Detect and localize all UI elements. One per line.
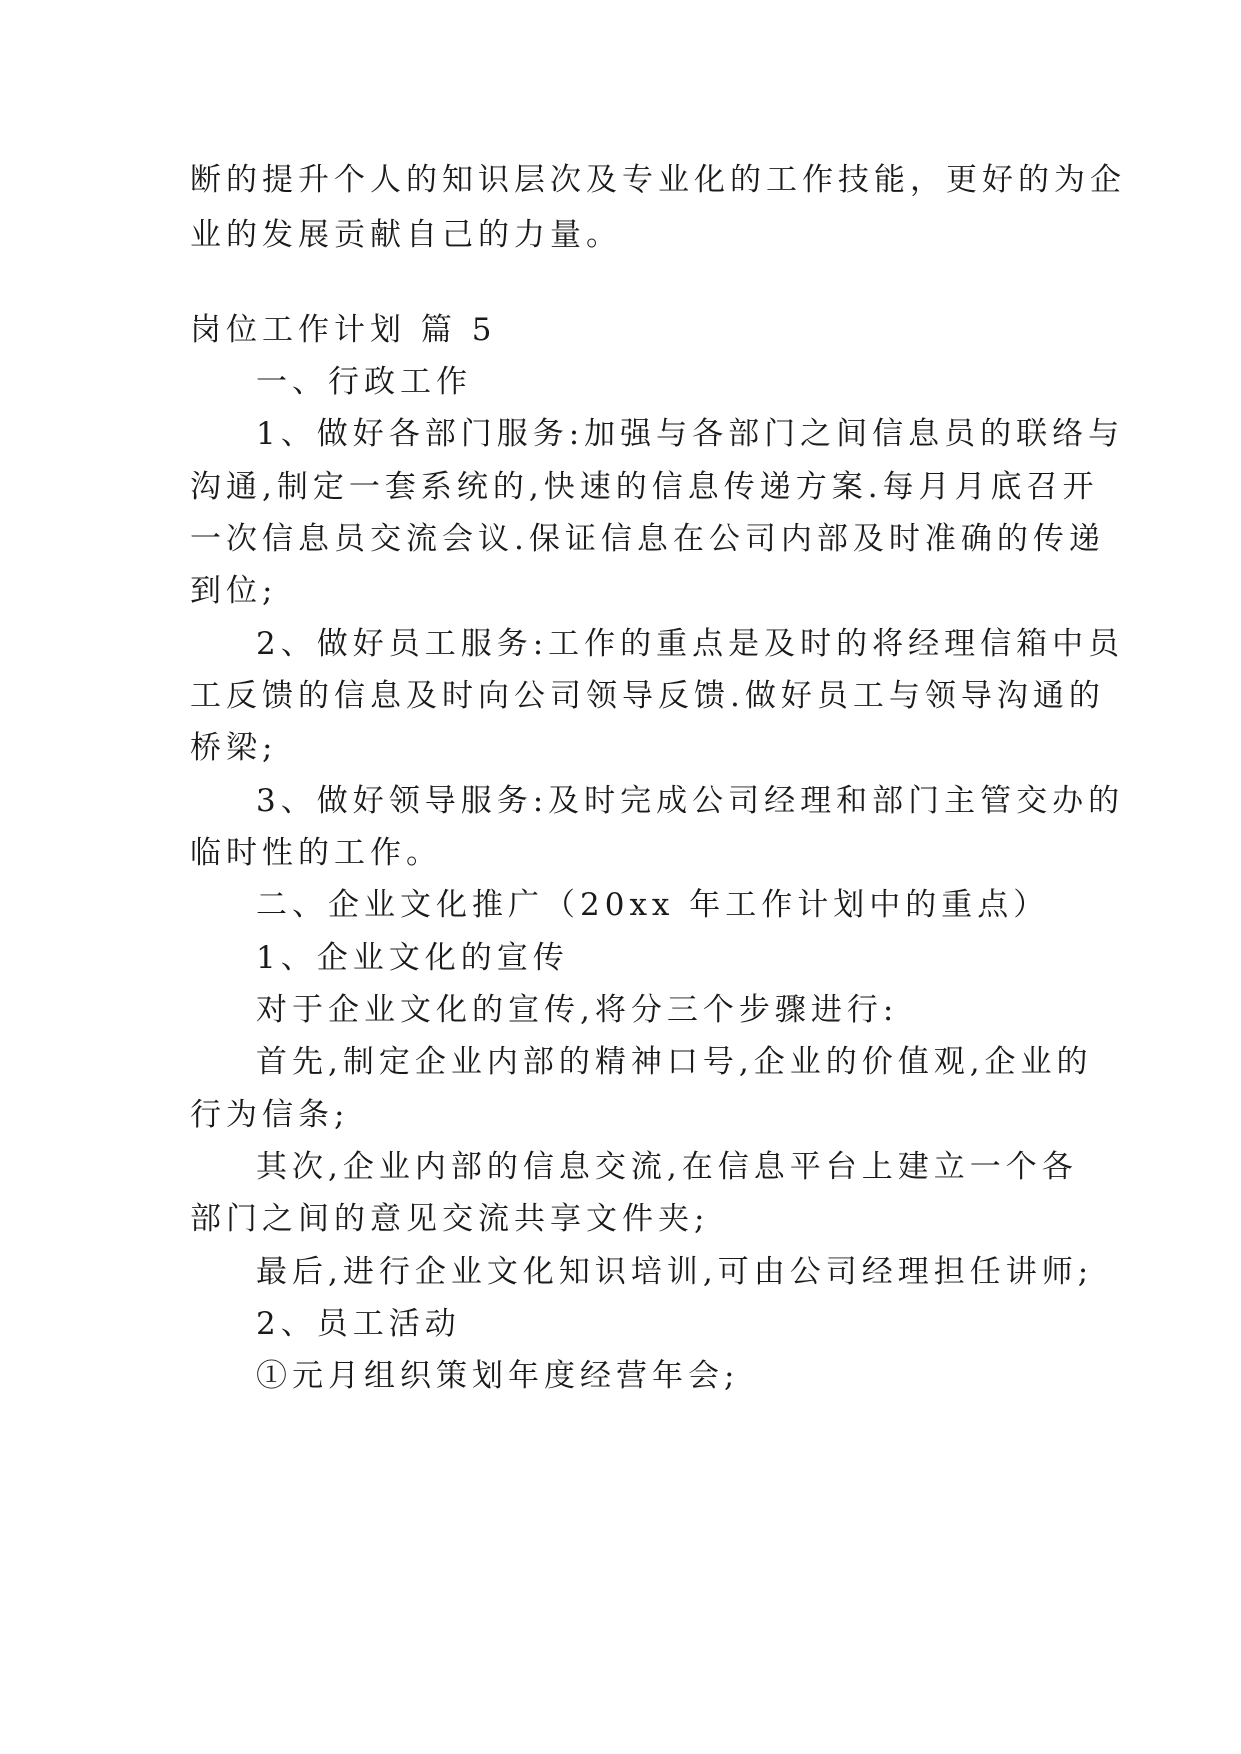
item-1-line-2: 沟通,制定一套系统的,快速的信息传递方案.每月月底召开	[190, 469, 1099, 505]
item-1-line-3: 一次信息员交流会议.保证信息在公司内部及时准确的传递	[190, 521, 1105, 557]
item-1-line-4: 到位;	[190, 573, 278, 609]
item-3-line-2: 临时性的工作。	[190, 835, 442, 871]
item-2-line-2: 工反馈的信息及时向公司领导反馈.做好员工与领导沟通的	[190, 678, 1105, 714]
step-second-line-2: 部门之间的意见交流共享文件夹;	[190, 1201, 710, 1237]
section-heading: 岗位工作计划 篇 5	[190, 312, 497, 348]
intro-line-2: 业的发展贡献自己的力量。	[190, 217, 622, 253]
step-second-line-1: 其次,企业内部的信息交流,在信息平台上建立一个各	[256, 1149, 1078, 1185]
intro-line-1: 断的提升个人的知识层次及专业化的工作技能，更好的为企	[190, 162, 1126, 198]
item-2-line-3: 桥梁;	[190, 730, 278, 766]
heading-staff-activities: 2、员工活动	[256, 1306, 461, 1342]
item-1-line-1: 1、做好各部门服务:加强与各部门之间信息员的联络与	[256, 416, 1125, 452]
step-first-line-1: 首先,制定企业内部的精神口号,企业的价值观,企业的	[256, 1044, 1093, 1080]
heading-culture-publicity: 1、企业文化的宣传	[256, 940, 569, 976]
step-first-line-2: 行为信条;	[190, 1097, 350, 1133]
heading-culture-promotion: 二、企业文化推广（20xx 年工作计划中的重点）	[256, 887, 1050, 923]
item-3-line-1: 3、做好领导服务:及时完成公司经理和部门主管交办的	[256, 783, 1125, 819]
heading-admin-work: 一、行政工作	[256, 364, 472, 400]
publicity-intro: 对于企业文化的宣传,将分三个步骤进行:	[256, 992, 899, 1028]
activity-item-1: ①元月组织策划年度经营年会;	[256, 1358, 740, 1394]
step-last: 最后,进行企业文化知识培训,可由公司经理担任讲师;	[256, 1254, 1094, 1290]
item-2-line-1: 2、做好员工服务:工作的重点是及时的将经理信箱中员	[256, 626, 1125, 662]
